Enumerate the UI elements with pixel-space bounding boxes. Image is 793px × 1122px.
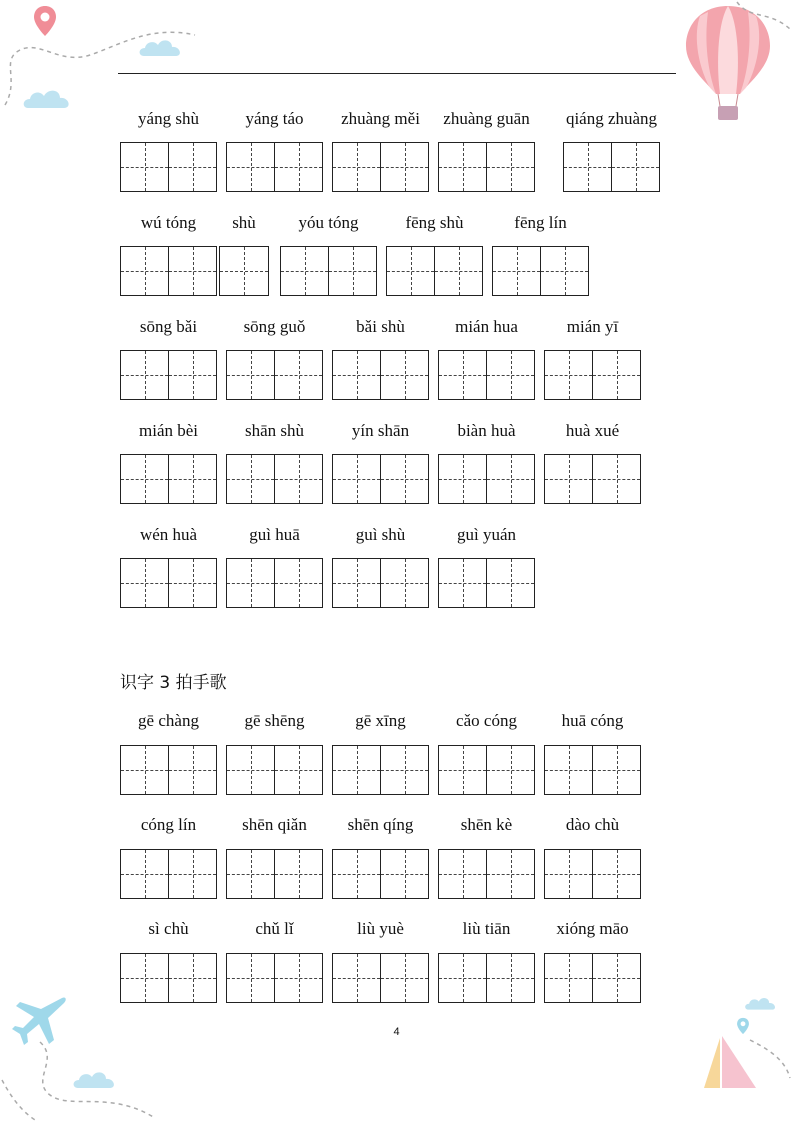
character-cell[interactable] — [227, 850, 274, 898]
character-cell[interactable] — [227, 746, 274, 794]
character-cell[interactable] — [486, 455, 534, 503]
pinyin-label: gē shēng — [244, 711, 305, 730]
character-cell[interactable] — [439, 850, 486, 898]
pinyin-label: wén huà — [139, 525, 198, 544]
pinyin-label: sì chù — [148, 919, 189, 938]
character-cell[interactable] — [328, 247, 376, 295]
character-cell[interactable] — [274, 351, 322, 399]
character-cell[interactable] — [121, 954, 168, 1002]
character-cell[interactable] — [333, 455, 380, 503]
writing-grid-box[interactable] — [544, 350, 641, 400]
character-cell[interactable] — [121, 746, 168, 794]
pinyin-label: mián hua — [455, 317, 518, 336]
writing-grid-box[interactable] — [386, 246, 483, 296]
pinyin-label: sōng bǎi — [139, 317, 198, 336]
pinyin-label: yáng shù — [138, 109, 199, 128]
character-cell[interactable] — [168, 455, 216, 503]
writing-grid-box[interactable] — [438, 454, 535, 504]
character-cell[interactable] — [121, 247, 168, 295]
pinyin-label: shēn qiǎn — [242, 815, 307, 834]
pinyin-label: zhuàng guān — [443, 109, 530, 128]
character-cell[interactable] — [333, 954, 380, 1002]
character-cell[interactable] — [486, 143, 534, 191]
pinyin-label: shān shù — [244, 421, 305, 440]
character-cell[interactable] — [592, 455, 640, 503]
character-cell[interactable] — [439, 455, 486, 503]
pinyin-label: wú tóng — [140, 213, 197, 232]
pinyin-label: xióng māo — [556, 919, 629, 938]
character-cell[interactable] — [486, 351, 534, 399]
writing-grid-box[interactable] — [438, 142, 535, 192]
writing-grid-box[interactable] — [226, 350, 323, 400]
pinyin-label: shēn qíng — [347, 815, 414, 834]
character-cell[interactable] — [380, 351, 428, 399]
writing-grid-box[interactable] — [120, 953, 217, 1003]
writing-grid-box[interactable] — [544, 953, 641, 1003]
character-cell[interactable] — [439, 143, 486, 191]
character-cell[interactable] — [168, 143, 216, 191]
page-number: 4 — [393, 1026, 400, 1038]
character-cell[interactable] — [227, 351, 274, 399]
writing-grid-box[interactable] — [120, 142, 217, 192]
character-cell[interactable] — [281, 247, 328, 295]
character-cell[interactable] — [121, 850, 168, 898]
writing-grid-box[interactable] — [332, 849, 429, 899]
writing-grid-box[interactable] — [544, 849, 641, 899]
pinyin-label: mián yī — [566, 317, 619, 336]
writing-grid-box[interactable] — [120, 849, 217, 899]
pinyin-label: fēng shù — [405, 213, 464, 232]
character-cell[interactable] — [274, 455, 322, 503]
character-cell[interactable] — [493, 247, 540, 295]
character-cell[interactable] — [333, 746, 380, 794]
pinyin-label: shēn kè — [460, 815, 513, 834]
character-cell[interactable] — [439, 746, 486, 794]
writing-grid-box[interactable] — [544, 745, 641, 795]
writing-grid-box[interactable] — [120, 558, 217, 608]
character-cell[interactable] — [380, 954, 428, 1002]
writing-grid-box[interactable] — [544, 454, 641, 504]
pinyin-label: cǎo cóng — [456, 711, 517, 730]
character-cell[interactable] — [227, 455, 274, 503]
writing-grid-box[interactable] — [332, 953, 429, 1003]
writing-grid-box[interactable] — [226, 953, 323, 1003]
character-cell[interactable] — [439, 559, 486, 607]
writing-grid-box[interactable] — [226, 849, 323, 899]
character-cell[interactable] — [121, 559, 168, 607]
writing-grid-box[interactable] — [226, 142, 323, 192]
character-cell[interactable] — [592, 351, 640, 399]
pinyin-label: chǔ lǐ — [255, 919, 294, 938]
writing-grid-box[interactable] — [120, 454, 217, 504]
sailboat-icon — [700, 1036, 760, 1092]
pinyin-label: liù tiān — [462, 919, 511, 938]
writing-grid-box[interactable] — [438, 953, 535, 1003]
writing-grid-box[interactable] — [332, 142, 429, 192]
writing-grid-box[interactable] — [438, 558, 535, 608]
writing-grid-box[interactable] — [332, 454, 429, 504]
character-cell[interactable] — [545, 455, 592, 503]
character-cell[interactable] — [227, 143, 274, 191]
pinyin-label: huā cóng — [561, 711, 624, 730]
character-cell[interactable] — [540, 247, 588, 295]
pinyin-label: gē chàng — [138, 711, 199, 730]
character-cell[interactable] — [333, 850, 380, 898]
cloud-icon — [138, 36, 184, 58]
writing-grid-box[interactable] — [120, 350, 217, 400]
character-cell[interactable] — [387, 247, 434, 295]
writing-grid-box[interactable] — [226, 745, 323, 795]
pinyin-label: guì shù — [355, 525, 406, 544]
character-cell[interactable] — [333, 143, 380, 191]
writing-grid-box[interactable] — [280, 246, 377, 296]
writing-grid-box[interactable] — [492, 246, 589, 296]
character-cell[interactable] — [274, 954, 322, 1002]
pinyin-label: yín shān — [351, 421, 410, 440]
pinyin-label: guì yuán — [456, 525, 517, 544]
pinyin-label: qiáng zhuàng — [565, 109, 658, 128]
character-cell[interactable] — [121, 143, 168, 191]
character-cell[interactable] — [564, 143, 611, 191]
character-cell[interactable] — [592, 850, 640, 898]
character-cell[interactable] — [380, 850, 428, 898]
character-cell[interactable] — [274, 850, 322, 898]
pinyin-label: shù — [232, 213, 256, 232]
character-cell[interactable] — [486, 746, 534, 794]
character-cell[interactable] — [545, 351, 592, 399]
writing-grid-box[interactable] — [438, 350, 535, 400]
character-cell[interactable] — [333, 559, 380, 607]
pinyin-label: biàn huà — [457, 421, 516, 440]
cloud-icon — [72, 1068, 118, 1090]
pinyin-label: yáng táo — [245, 109, 304, 128]
character-cell[interactable] — [434, 247, 482, 295]
character-cell[interactable] — [439, 351, 486, 399]
character-cell[interactable] — [274, 559, 322, 607]
cloud-icon — [744, 994, 778, 1012]
writing-grid-box[interactable] — [332, 745, 429, 795]
pinyin-label: liù yuè — [357, 919, 404, 938]
character-cell[interactable] — [168, 559, 216, 607]
dotted-path-decoration — [735, 0, 793, 40]
character-cell[interactable] — [227, 559, 274, 607]
character-cell[interactable] — [611, 143, 659, 191]
character-cell[interactable] — [168, 954, 216, 1002]
character-cell[interactable] — [486, 850, 534, 898]
writing-grid-box[interactable] — [438, 745, 535, 795]
character-cell[interactable] — [274, 143, 322, 191]
writing-grid-box[interactable] — [120, 745, 217, 795]
pinyin-label: huà xué — [565, 421, 620, 440]
writing-grid-box[interactable] — [219, 246, 269, 296]
pinyin-label: mián bèi — [138, 421, 199, 440]
pinyin-label: guì huā — [249, 525, 300, 544]
writing-grid-box[interactable] — [226, 558, 323, 608]
character-cell[interactable] — [121, 351, 168, 399]
character-cell[interactable] — [486, 559, 534, 607]
character-cell[interactable] — [227, 954, 274, 1002]
character-cell[interactable] — [220, 247, 268, 295]
writing-grid-box[interactable] — [332, 558, 429, 608]
character-cell[interactable] — [545, 746, 592, 794]
character-cell[interactable] — [333, 351, 380, 399]
character-cell[interactable] — [545, 954, 592, 1002]
character-cell[interactable] — [439, 954, 486, 1002]
character-cell[interactable] — [168, 247, 216, 295]
pinyin-label: yóu tóng — [298, 213, 359, 232]
writing-grid-box[interactable] — [438, 849, 535, 899]
character-cell[interactable] — [592, 954, 640, 1002]
character-cell[interactable] — [380, 746, 428, 794]
character-cell[interactable] — [168, 351, 216, 399]
pinyin-label: sōng guǒ — [243, 317, 306, 336]
character-cell[interactable] — [380, 559, 428, 607]
character-cell[interactable] — [545, 850, 592, 898]
character-cell[interactable] — [592, 746, 640, 794]
character-cell[interactable] — [380, 143, 428, 191]
pinyin-label: bǎi shù — [356, 317, 405, 336]
writing-grid-box[interactable] — [332, 350, 429, 400]
character-cell[interactable] — [486, 954, 534, 1002]
cloud-icon — [22, 86, 74, 110]
writing-grid-box[interactable] — [226, 454, 323, 504]
pinyin-label: zhuàng měi — [341, 109, 420, 128]
character-cell[interactable] — [168, 850, 216, 898]
character-cell[interactable] — [274, 746, 322, 794]
section-title: 识字 3 拍手歌 — [120, 673, 227, 693]
header-rule — [118, 73, 676, 74]
writing-grid-box[interactable] — [120, 246, 217, 296]
pinyin-label: gē xīng — [355, 711, 406, 730]
pinyin-label: fēng lín — [514, 213, 567, 232]
pinyin-label: cóng lín — [140, 815, 197, 834]
character-cell[interactable] — [168, 746, 216, 794]
writing-grid-box[interactable] — [563, 142, 660, 192]
pinyin-label: dào chù — [565, 815, 620, 834]
character-cell[interactable] — [121, 455, 168, 503]
character-cell[interactable] — [380, 455, 428, 503]
